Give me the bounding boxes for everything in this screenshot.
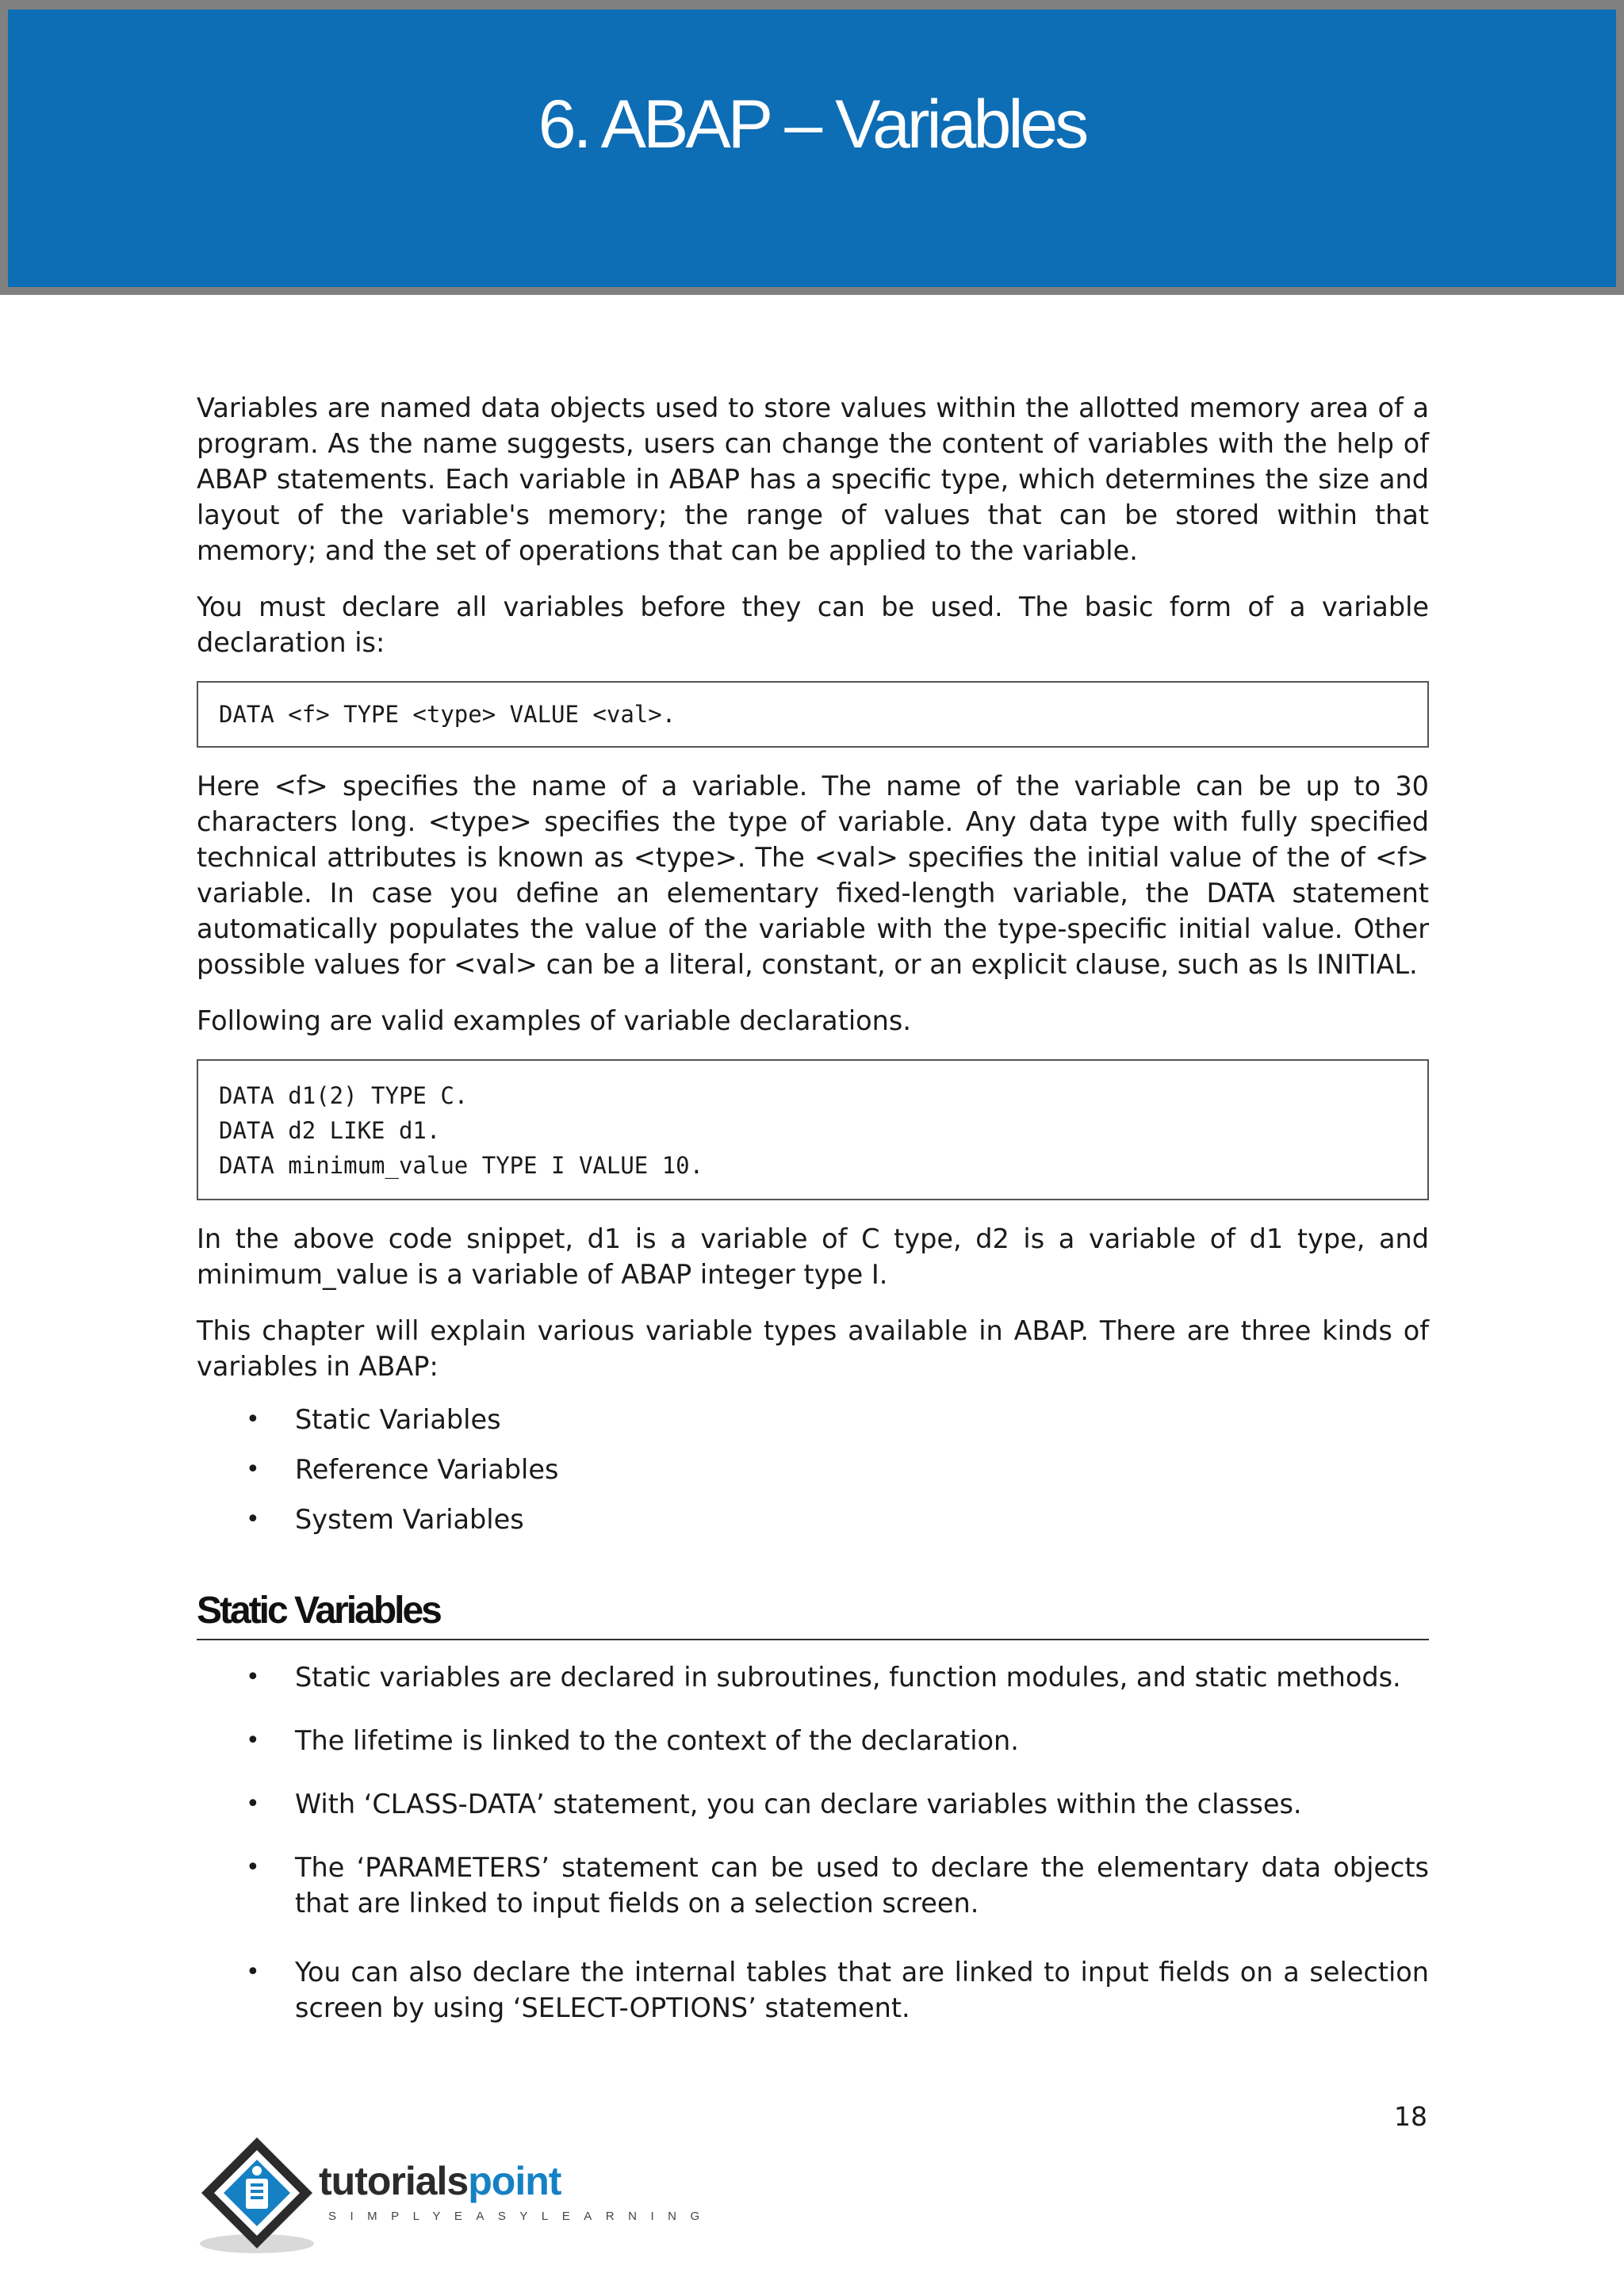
bullet-icon: • [246, 1663, 260, 1691]
list-item-text: The ‘PARAMETERS’ statement can be used to declare the elementary data objects that are linked to input fields on a selection screen. [295, 1852, 1429, 1919]
list-item-text: With ‘CLASS-DATA’ statement, you can declare variables within the classes. [295, 1789, 1302, 1820]
list-item-text: System Variables [295, 1504, 524, 1535]
chapter-header [0, 0, 1624, 295]
list-item [197, 1659, 1429, 1695]
list-item [197, 1723, 1429, 1758]
list-item [197, 1502, 1429, 1537]
static-variables-list [197, 1659, 1429, 2026]
list-item [197, 1850, 1429, 1921]
list-item-text: Static variables are declared in subroutines, function modules, and static methods. [295, 1662, 1401, 1693]
list-item [197, 1402, 1429, 1437]
logo-tagline: SIMPLYEASYLEARNING [328, 2210, 714, 2223]
bullet-icon: • [246, 1790, 260, 1818]
intro-paragraph-3: Here <f> specifies the name of a variable. The name of the variable can be up to 30 characters long. <type> specifies the type of variable. Any data type with fully specified technical attributes is known as <type>. The <val> specifies the initial value of the of <f> variable. In case you define an elementary fixed-length variable, the DATA statement automatically populates the value of the variable with the type-specific initial value. Other possible values for <val> can be a literal, constant, or an explicit clause, such as Is INITIAL. [197, 771, 1429, 980]
intro-paragraph-6: This chapter will explain various variable types available in ABAP. There are three kinds of variables in ABAP: [197, 1315, 1429, 1382]
bullet-icon: • [246, 1958, 260, 1986]
list-item-text: Static Variables [295, 1404, 501, 1435]
tutorialspoint-logo [193, 2133, 714, 2260]
bullet-icon: • [246, 1456, 260, 1483]
logo-wordmark-part1: tutorials [319, 2159, 469, 2203]
page-number: 18 [1394, 2101, 1427, 2132]
code-block-declaration: DATA <f> TYPE <type> VALUE <val>. [197, 681, 1429, 748]
bullet-icon: • [246, 1506, 260, 1533]
intro-paragraph-1: Variables are named data objects used to store values within the allotted memory area of a program. As the name suggests, users can change the content of variables with the help of ABAP statements. Each variable in ABAP has a specific type, which determines the size and layout of the variable's memory; the range of values that can be stored within that memory; and the set of operations that can be applied to the variable. [197, 392, 1429, 566]
code-block-examples: DATA d1(2) TYPE C. DATA d2 LIKE d1. DATA minimum_value TYPE I VALUE 10. [197, 1059, 1429, 1200]
section-heading-static-variables: Static Variables [197, 1588, 1429, 1640]
list-item [197, 1452, 1429, 1487]
list-item-text: You can also declare the internal tables that are linked to input fields on a selection screen by using ‘SELECT-OPTIONS’ statement. [295, 1957, 1429, 2023]
logo-emblem-icon [193, 2133, 320, 2260]
intro-paragraph-5: In the above code snippet, d1 is a variable of C type, d2 is a variable of d1 type, and minimum_value is a variable of ABAP integer type I. [197, 1223, 1429, 1290]
intro-paragraph-2: You must declare all variables before they can be used. The basic form of a variable declaration is: [197, 591, 1429, 658]
chapter-title: 6. ABAP – Variables [538, 86, 1086, 163]
page-content [197, 390, 1429, 2053]
list-item [197, 1786, 1429, 1822]
bullet-icon: • [246, 1406, 260, 1433]
list-item-text: Reference Variables [295, 1454, 559, 1485]
list-item [197, 1954, 1429, 2026]
bullet-icon: • [246, 1727, 260, 1755]
bullet-icon: • [246, 1854, 260, 1881]
list-item-text: The lifetime is linked to the context of the declaration. [295, 1725, 1019, 1756]
variable-types-list [197, 1402, 1429, 1537]
logo-wordmark-part2: point [468, 2159, 561, 2203]
intro-paragraph-4: Following are valid examples of variable declarations. [197, 1005, 911, 1036]
logo-wordmark [319, 2161, 561, 2201]
